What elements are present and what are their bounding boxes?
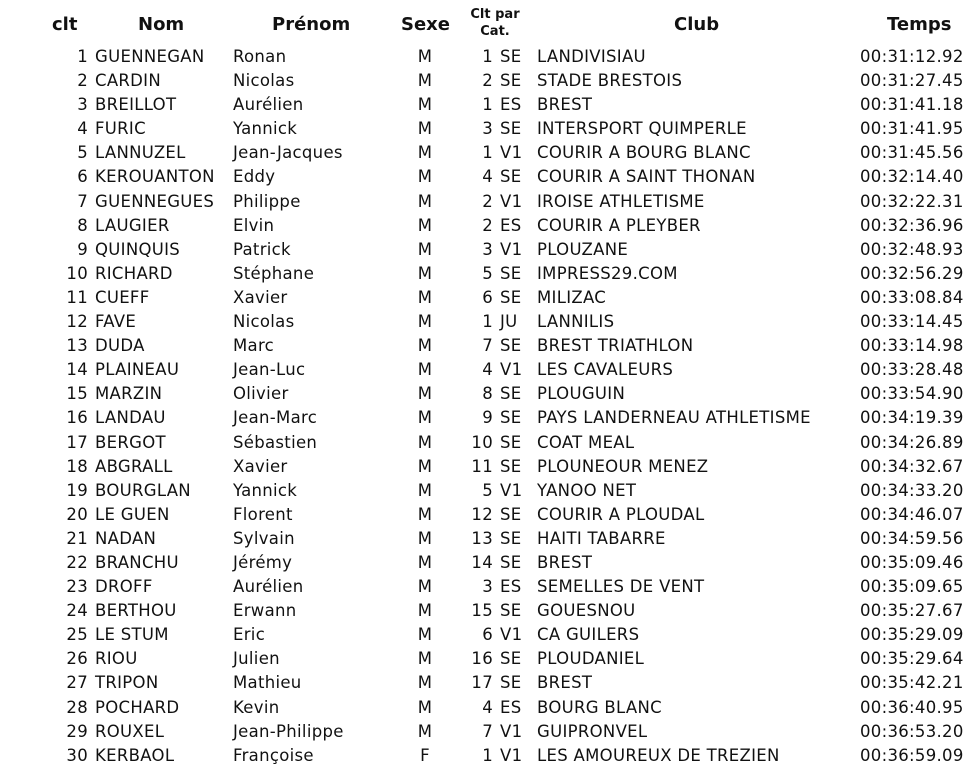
club-cell: COURIR A SAINT THONAN xyxy=(537,167,756,187)
nom-cell: QUINQUIS xyxy=(95,239,181,259)
cat-rank-cell: 12 xyxy=(471,504,493,524)
rank-cell: 21 xyxy=(66,528,88,548)
prenom-cell: Jean-Luc xyxy=(233,360,306,380)
sexe-cell: M xyxy=(417,625,433,645)
table-row xyxy=(0,406,977,430)
cat-rank-cell: 2 xyxy=(482,191,493,211)
cat-cell: SE xyxy=(500,263,522,283)
temps-cell: 00:31:12.92 xyxy=(860,47,964,66)
sexe-cell: M xyxy=(417,71,433,91)
cat-rank-cell: 4 xyxy=(482,697,493,717)
prenom-cell: Jean-Philippe xyxy=(233,721,344,741)
rank-cell: 9 xyxy=(77,239,88,259)
table-row xyxy=(0,358,977,382)
club-cell: COAT MEAL xyxy=(537,432,635,452)
table-row xyxy=(0,165,977,189)
club-cell: LANDIVISIAU xyxy=(537,47,646,66)
prenom-cell: Eddy xyxy=(233,167,276,187)
nom-cell: ABGRALL xyxy=(95,456,173,476)
rank-cell: 12 xyxy=(66,312,88,332)
rank-cell: 22 xyxy=(66,552,88,572)
cat-cell: SE xyxy=(500,528,522,548)
temps-cell: 00:36:59.09 xyxy=(860,745,964,765)
cat-rank-cell: 7 xyxy=(482,721,493,741)
rank-cell: 8 xyxy=(77,215,88,235)
temps-cell: 00:35:29.64 xyxy=(860,649,964,669)
sexe-cell: M xyxy=(417,480,433,500)
sexe-cell: M xyxy=(417,167,433,187)
cat-rank-cell: 8 xyxy=(482,384,493,404)
table-row xyxy=(0,527,977,551)
club-cell: COURIR A PLOUDAL xyxy=(537,504,705,524)
club-cell: MILIZAC xyxy=(537,287,607,307)
cat-cell: SE xyxy=(500,119,522,139)
nom-cell: FURIC xyxy=(95,119,146,139)
cat-rank-cell: 1 xyxy=(482,745,493,765)
club-cell: STADE BRESTOIS xyxy=(537,71,683,91)
prenom-cell: Philippe xyxy=(233,191,301,211)
nom-cell: KERBAOL xyxy=(95,745,175,765)
table-row xyxy=(0,45,977,69)
cat-cell: SE xyxy=(500,673,522,693)
cat-cell: SE xyxy=(500,47,522,66)
temps-cell: 00:34:19.39 xyxy=(860,408,964,428)
cat-cell: JU xyxy=(500,312,518,332)
sexe-cell: M xyxy=(417,215,433,235)
temps-cell: 00:35:27.67 xyxy=(860,601,964,621)
club-cell: INTERSPORT QUIMPERLE xyxy=(537,119,747,139)
cat-rank-cell: 1 xyxy=(482,47,493,66)
sexe-cell: M xyxy=(417,312,433,332)
cat-rank-cell: 3 xyxy=(482,577,493,597)
header-club: Club xyxy=(674,14,720,35)
prenom-cell: Aurélien xyxy=(233,95,304,115)
cat-rank-cell: 1 xyxy=(482,143,493,163)
nom-cell: BOURGLAN xyxy=(95,480,191,500)
prenom-cell: Ronan xyxy=(233,47,287,66)
club-cell: COURIR A BOURG BLANC xyxy=(537,143,751,163)
club-cell: BREST xyxy=(537,552,593,572)
club-cell: IROISE ATHLETISME xyxy=(537,191,705,211)
cat-rank-cell: 4 xyxy=(482,360,493,380)
rank-cell: 16 xyxy=(66,408,88,428)
temps-cell: 00:34:46.07 xyxy=(860,504,964,524)
table-row xyxy=(0,262,977,286)
header-clt: clt xyxy=(52,14,78,35)
club-cell: BREST TRIATHLON xyxy=(537,336,694,356)
cat-rank-cell: 14 xyxy=(471,552,493,572)
nom-cell: KEROUANTON xyxy=(95,167,215,187)
nom-cell: RICHARD xyxy=(95,263,173,283)
cat-cell: SE xyxy=(500,649,522,669)
table-row xyxy=(0,286,977,310)
rank-cell: 10 xyxy=(66,263,88,283)
rank-cell: 20 xyxy=(66,504,88,524)
prenom-cell: Jérémy xyxy=(233,552,293,572)
header-sexe: Sexe xyxy=(401,14,450,35)
cat-rank-cell: 16 xyxy=(471,649,493,669)
table-row xyxy=(0,671,977,695)
sexe-cell: M xyxy=(417,649,433,669)
cat-cell: SE xyxy=(500,601,522,621)
cat-cell: SE xyxy=(500,167,522,187)
prenom-cell: Yannick xyxy=(233,480,298,500)
prenom-cell: Jean-Jacques xyxy=(233,143,343,163)
table-row xyxy=(0,647,977,671)
cat-cell: SE xyxy=(500,408,522,428)
sexe-cell: M xyxy=(417,239,433,259)
temps-cell: 00:31:41.95 xyxy=(860,119,964,139)
club-cell: COURIR A PLEYBER xyxy=(537,215,701,235)
cat-cell: ES xyxy=(500,215,522,235)
rank-cell: 23 xyxy=(66,577,88,597)
temps-cell: 00:32:14.40 xyxy=(860,167,964,187)
cat-cell: V1 xyxy=(500,191,523,211)
rank-cell: 5 xyxy=(77,143,88,163)
sexe-cell: M xyxy=(417,697,433,717)
sexe-cell: M xyxy=(417,456,433,476)
nom-cell: DUDA xyxy=(95,336,145,356)
nom-cell: CUEFF xyxy=(95,287,150,307)
temps-cell: 00:31:45.56 xyxy=(860,143,964,163)
cat-cell: V1 xyxy=(500,360,523,380)
prenom-cell: Xavier xyxy=(233,456,288,476)
table-header xyxy=(0,0,977,44)
prenom-cell: Mathieu xyxy=(233,673,302,693)
rank-cell: 1 xyxy=(77,47,88,66)
sexe-cell: M xyxy=(417,287,433,307)
club-cell: PLOUZANE xyxy=(537,239,629,259)
sexe-cell: M xyxy=(417,721,433,741)
cat-cell: V1 xyxy=(500,239,523,259)
table-row xyxy=(0,238,977,262)
rank-cell: 4 xyxy=(77,119,88,139)
rank-cell: 6 xyxy=(77,167,88,187)
temps-cell: 00:33:14.98 xyxy=(860,336,964,356)
temps-cell: 00:35:42.21 xyxy=(860,673,964,693)
nom-cell: DROFF xyxy=(95,577,153,597)
club-cell: IMPRESS29.COM xyxy=(537,263,678,283)
club-cell: LANNILIS xyxy=(537,312,615,332)
cat-rank-cell: 6 xyxy=(482,287,493,307)
temps-cell: 00:32:22.31 xyxy=(860,191,964,211)
cat-rank-cell: 2 xyxy=(482,215,493,235)
rank-cell: 11 xyxy=(66,287,88,307)
prenom-cell: Sylvain xyxy=(233,528,295,548)
prenom-cell: Stéphane xyxy=(233,263,315,283)
table-row xyxy=(0,69,977,93)
rank-cell: 24 xyxy=(66,601,88,621)
cat-cell: V1 xyxy=(500,480,523,500)
temps-cell: 00:33:54.90 xyxy=(860,384,964,404)
temps-cell: 00:33:28.48 xyxy=(860,360,964,380)
club-cell: GUIPRONVEL xyxy=(537,721,648,741)
sexe-cell: M xyxy=(417,504,433,524)
prenom-cell: Florent xyxy=(233,504,293,524)
sexe-cell: M xyxy=(417,263,433,283)
sexe-cell: M xyxy=(417,191,433,211)
sexe-cell: M xyxy=(417,119,433,139)
cat-rank-cell: 5 xyxy=(482,263,493,283)
nom-cell: LAUGIER xyxy=(95,215,170,235)
rank-cell: 27 xyxy=(66,673,88,693)
club-cell: PLOUNEOUR MENEZ xyxy=(537,456,709,476)
temps-cell: 00:32:36.96 xyxy=(860,215,964,235)
cat-cell: SE xyxy=(500,384,522,404)
club-cell: BREST xyxy=(537,673,593,693)
cat-rank-cell: 1 xyxy=(482,95,493,115)
sexe-cell: M xyxy=(417,601,433,621)
table-row xyxy=(0,117,977,141)
prenom-cell: Eric xyxy=(233,625,266,645)
nom-cell: LANDAU xyxy=(95,408,166,428)
rank-cell: 14 xyxy=(66,360,88,380)
table-row xyxy=(0,551,977,575)
prenom-cell: Xavier xyxy=(233,287,288,307)
cat-rank-cell: 5 xyxy=(482,480,493,500)
nom-cell: LANNUZEL xyxy=(95,143,186,163)
temps-cell: 00:32:56.29 xyxy=(860,263,964,283)
rank-cell: 3 xyxy=(77,95,88,115)
nom-cell: GUENNEGAN xyxy=(95,47,205,66)
temps-cell: 00:31:27.45 xyxy=(860,71,964,91)
rank-cell: 2 xyxy=(77,71,88,91)
table-row xyxy=(0,599,977,623)
temps-cell: 00:31:41.18 xyxy=(860,95,964,115)
club-cell: HAITI TABARRE xyxy=(537,528,666,548)
rank-cell: 28 xyxy=(66,697,88,717)
rank-cell: 30 xyxy=(66,745,88,765)
cat-cell: V1 xyxy=(500,721,523,741)
sexe-cell: M xyxy=(417,143,433,163)
club-cell: YANOO NET xyxy=(537,480,637,500)
rank-cell: 15 xyxy=(66,384,88,404)
club-cell: PAYS LANDERNEAU ATHLETISME xyxy=(537,408,811,428)
nom-cell: FAVE xyxy=(95,312,137,332)
nom-cell: POCHARD xyxy=(95,697,180,717)
temps-cell: 00:32:48.93 xyxy=(860,239,964,259)
table-row xyxy=(0,334,977,358)
cat-rank-cell: 2 xyxy=(482,71,493,91)
nom-cell: BERTHOU xyxy=(95,601,177,621)
rank-cell: 29 xyxy=(66,721,88,741)
cat-cell: SE xyxy=(500,432,522,452)
cat-cell: V1 xyxy=(500,745,523,765)
nom-cell: BREILLOT xyxy=(95,95,177,115)
prenom-cell: Julien xyxy=(233,649,280,669)
cat-rank-cell: 11 xyxy=(471,456,493,476)
sexe-cell: M xyxy=(417,47,433,66)
temps-cell: 00:33:08.84 xyxy=(860,287,964,307)
temps-cell: 00:34:59.56 xyxy=(860,528,964,548)
club-cell: GOUESNOU xyxy=(537,601,636,621)
temps-cell: 00:35:09.46 xyxy=(860,552,964,572)
table-row xyxy=(0,623,977,647)
table-row xyxy=(0,214,977,238)
header-nom: Nom xyxy=(138,14,185,35)
nom-cell: CARDIN xyxy=(95,71,161,91)
club-cell: CA GUILERS xyxy=(537,625,640,645)
cat-rank-cell: 10 xyxy=(471,432,493,452)
club-cell: PLOUDANIEL xyxy=(537,649,645,669)
table-row xyxy=(0,696,977,720)
cat-rank-cell: 15 xyxy=(471,601,493,621)
table-row xyxy=(0,93,977,117)
cat-cell: SE xyxy=(500,552,522,572)
nom-cell: PLAINEAU xyxy=(95,360,180,380)
header-temps: Temps xyxy=(887,14,952,35)
sexe-cell: M xyxy=(417,384,433,404)
sexe-cell: M xyxy=(417,673,433,693)
cat-rank-cell: 3 xyxy=(482,239,493,259)
cat-rank-cell: 7 xyxy=(482,336,493,356)
cat-cell: SE xyxy=(500,456,522,476)
nom-cell: TRIPON xyxy=(95,673,159,693)
rank-cell: 18 xyxy=(66,456,88,476)
nom-cell: ROUXEL xyxy=(95,721,165,741)
cat-cell: V1 xyxy=(500,143,523,163)
cat-cell: ES xyxy=(500,697,522,717)
rank-cell: 13 xyxy=(66,336,88,356)
prenom-cell: Elvin xyxy=(233,215,275,235)
table-body xyxy=(0,45,977,768)
prenom-cell: Yannick xyxy=(233,119,298,139)
rank-cell: 7 xyxy=(77,191,88,211)
club-cell: SEMELLES DE VENT xyxy=(537,577,705,597)
club-cell: BOURG BLANC xyxy=(537,697,662,717)
temps-cell: 00:36:40.95 xyxy=(860,697,964,717)
club-cell: LES CAVALEURS xyxy=(537,360,674,380)
prenom-cell: Erwann xyxy=(233,601,297,621)
temps-cell: 00:34:32.67 xyxy=(860,456,964,476)
prenom-cell: Françoise xyxy=(233,745,314,765)
prenom-cell: Olivier xyxy=(233,384,289,404)
cat-cell: SE xyxy=(500,336,522,356)
sexe-cell: M xyxy=(417,360,433,380)
temps-cell: 00:36:53.20 xyxy=(860,721,964,741)
temps-cell: 00:33:14.45 xyxy=(860,312,964,332)
nom-cell: NADAN xyxy=(95,528,157,548)
temps-cell: 00:35:09.65 xyxy=(860,577,964,597)
nom-cell: LE STUM xyxy=(95,625,169,645)
cat-cell: SE xyxy=(500,504,522,524)
rank-cell: 19 xyxy=(66,480,88,500)
nom-cell: MARZIN xyxy=(95,384,163,404)
table-row xyxy=(0,479,977,503)
temps-cell: 00:34:33.20 xyxy=(860,480,964,500)
header-clt-par-cat: Clt par Cat. xyxy=(470,7,520,39)
nom-cell: LE GUEN xyxy=(95,504,170,524)
sexe-cell: M xyxy=(417,577,433,597)
sexe-cell: M xyxy=(417,528,433,548)
cat-cell: ES xyxy=(500,95,522,115)
club-cell: PLOUGUIN xyxy=(537,384,626,404)
cat-rank-cell: 6 xyxy=(482,625,493,645)
table-row xyxy=(0,431,977,455)
sexe-cell: F xyxy=(420,745,430,765)
sexe-cell: M xyxy=(417,336,433,356)
cat-rank-cell: 9 xyxy=(482,408,493,428)
cat-cell: SE xyxy=(500,71,522,91)
nom-cell: BRANCHU xyxy=(95,552,179,572)
sexe-cell: M xyxy=(417,95,433,115)
rank-cell: 25 xyxy=(66,625,88,645)
club-cell: BREST xyxy=(537,95,593,115)
temps-cell: 00:34:26.89 xyxy=(860,432,964,452)
table-row xyxy=(0,503,977,527)
table-row xyxy=(0,190,977,214)
prenom-cell: Nicolas xyxy=(233,71,295,91)
prenom-cell: Jean-Marc xyxy=(233,408,318,428)
cat-cell: V1 xyxy=(500,625,523,645)
prenom-cell: Marc xyxy=(233,336,275,356)
cat-rank-cell: 13 xyxy=(471,528,493,548)
cat-rank-cell: 17 xyxy=(471,673,493,693)
club-cell: LES AMOUREUX DE TREZIEN xyxy=(537,745,780,765)
prenom-cell: Kevin xyxy=(233,697,280,717)
sexe-cell: M xyxy=(417,408,433,428)
cat-cell: ES xyxy=(500,577,522,597)
table-row xyxy=(0,455,977,479)
table-row xyxy=(0,575,977,599)
prenom-cell: Aurélien xyxy=(233,577,304,597)
temps-cell: 00:35:29.09 xyxy=(860,625,964,645)
cat-rank-cell: 3 xyxy=(482,119,493,139)
nom-cell: BERGOT xyxy=(95,432,166,452)
nom-cell: GUENNEGUES xyxy=(95,191,215,211)
prenom-cell: Patrick xyxy=(233,239,291,259)
cat-cell: SE xyxy=(500,287,522,307)
table-row xyxy=(0,720,977,744)
prenom-cell: Sébastien xyxy=(233,432,318,452)
table-row xyxy=(0,382,977,406)
cat-rank-cell: 1 xyxy=(482,312,493,332)
table-row xyxy=(0,744,977,768)
table-row xyxy=(0,141,977,165)
rank-cell: 17 xyxy=(66,432,88,452)
sexe-cell: M xyxy=(417,432,433,452)
header-prenom: Prénom xyxy=(272,14,351,35)
sexe-cell: M xyxy=(417,552,433,572)
table-row xyxy=(0,310,977,334)
prenom-cell: Nicolas xyxy=(233,312,295,332)
rank-cell: 26 xyxy=(66,649,88,669)
nom-cell: RIOU xyxy=(95,649,138,669)
cat-rank-cell: 4 xyxy=(482,167,493,187)
